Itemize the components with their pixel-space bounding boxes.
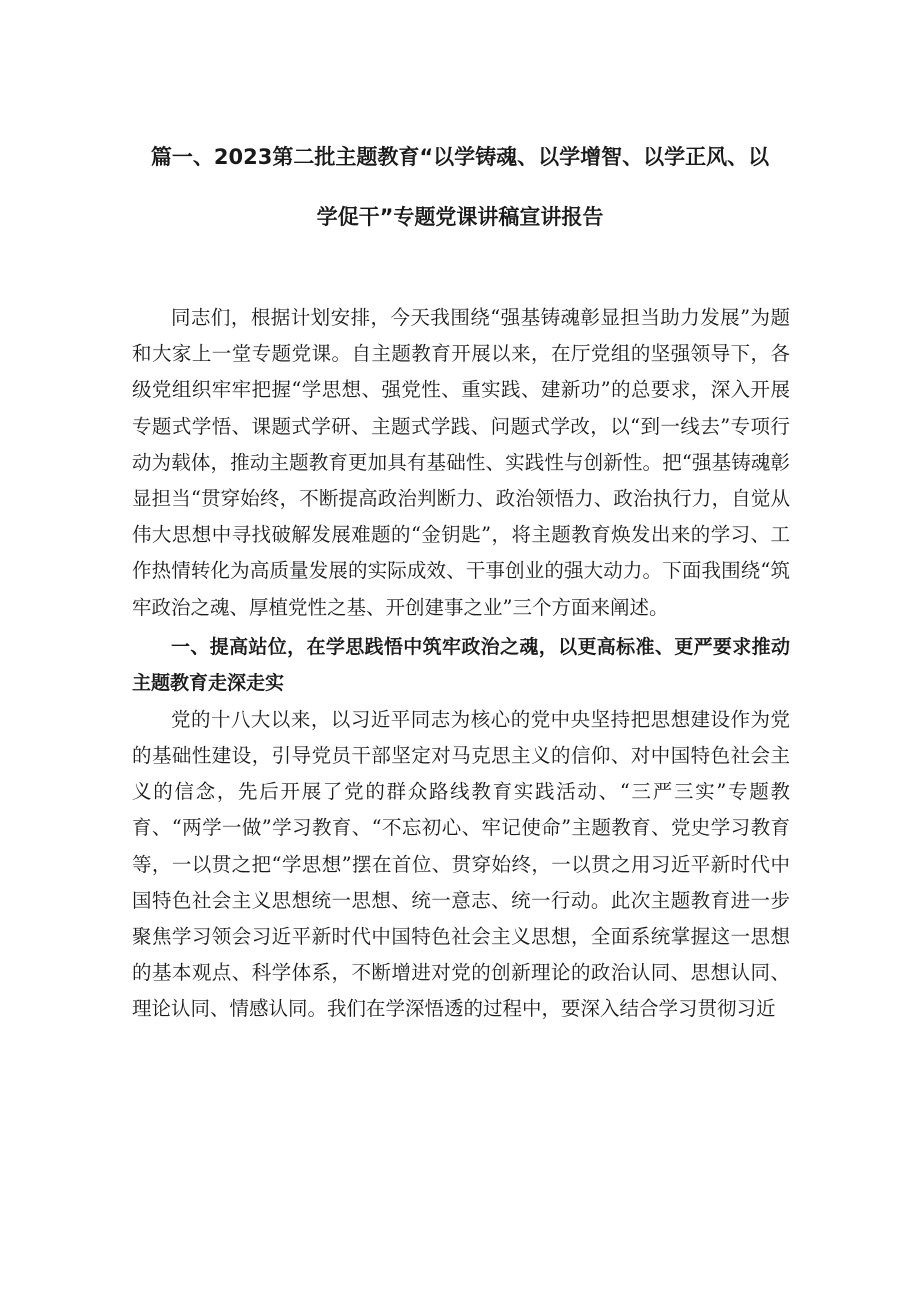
paragraph-intro: 同志们，根据计划安排，今天我围绕“强基铸魂彰显担当助力发展”为题和大家上一堂专题党课。自主题教育开展以来，在厅党组的坚强领导下，各级党组织牢牢把握“学思想、强党性、重实践、建新功”的总要求，深入开展专题式学悟、课题式学研、主题式学践、问题式学改，以“到一线去”专项行动为载体，推动主题教育更加具有基础性、实践性与创新性。把“强基铸魂彰显担当“贯穿始终，不断提高政治判断力、政治领悟力、政治执行力，自觉从伟大思想中寻找破解发展难题的“金钥匙”，将主题教育焕发出来的学习、工作热情转化为高质量发展的实际成效、干事创业的强大动力。下面我围绕“筑牢政治之魂、厚植党性之基、开创建事之业”三个方面来阐述。 (132, 306, 790, 619)
paragraph-section-1: 党的十八大以来，以习近平同志为核心的党中央坚持把思想建设作为党的基础性建设，引导党员干部坚定对马克思主义的信仰、对中国特色社会主义的信念，先后开展了党的群众路线教育实践活动、“三严三实”专题教育、“两学一做”学习教育、“不忘初心、牢记使命”主题教育、党史学习教育等，一以贯之把“学思想”摆在首位、贯穿始终，一以贯之用习近平新时代中国特色社会主义思想统一思想、统一意志、统一行动。此次主题教育进一步聚焦学习领会习近平新时代中国特色社会主义思想，全面系统掌握这一思想的基本观点、科学体系，不断增进对党的创新理论的政治认同、思想认同、理论认同、情感认同。我们在学深悟透的过程中，要深入结合学习贯彻习近 (132, 707, 790, 1021)
section-heading-1: 一、提高站位，在学思践悟中筑牢政治之魂，以更高标准、更严要求推动主题教育走深走实 (132, 635, 790, 695)
title-line-1: 篇一、2023第二批主题教育“以学铸魂、以学增智、以学正风、以 (150, 145, 770, 169)
document-body (132, 300, 790, 1028)
title-line-2: 学促干”专题党课讲稿宣讲报告 (316, 205, 604, 229)
document-title (130, 127, 790, 247)
